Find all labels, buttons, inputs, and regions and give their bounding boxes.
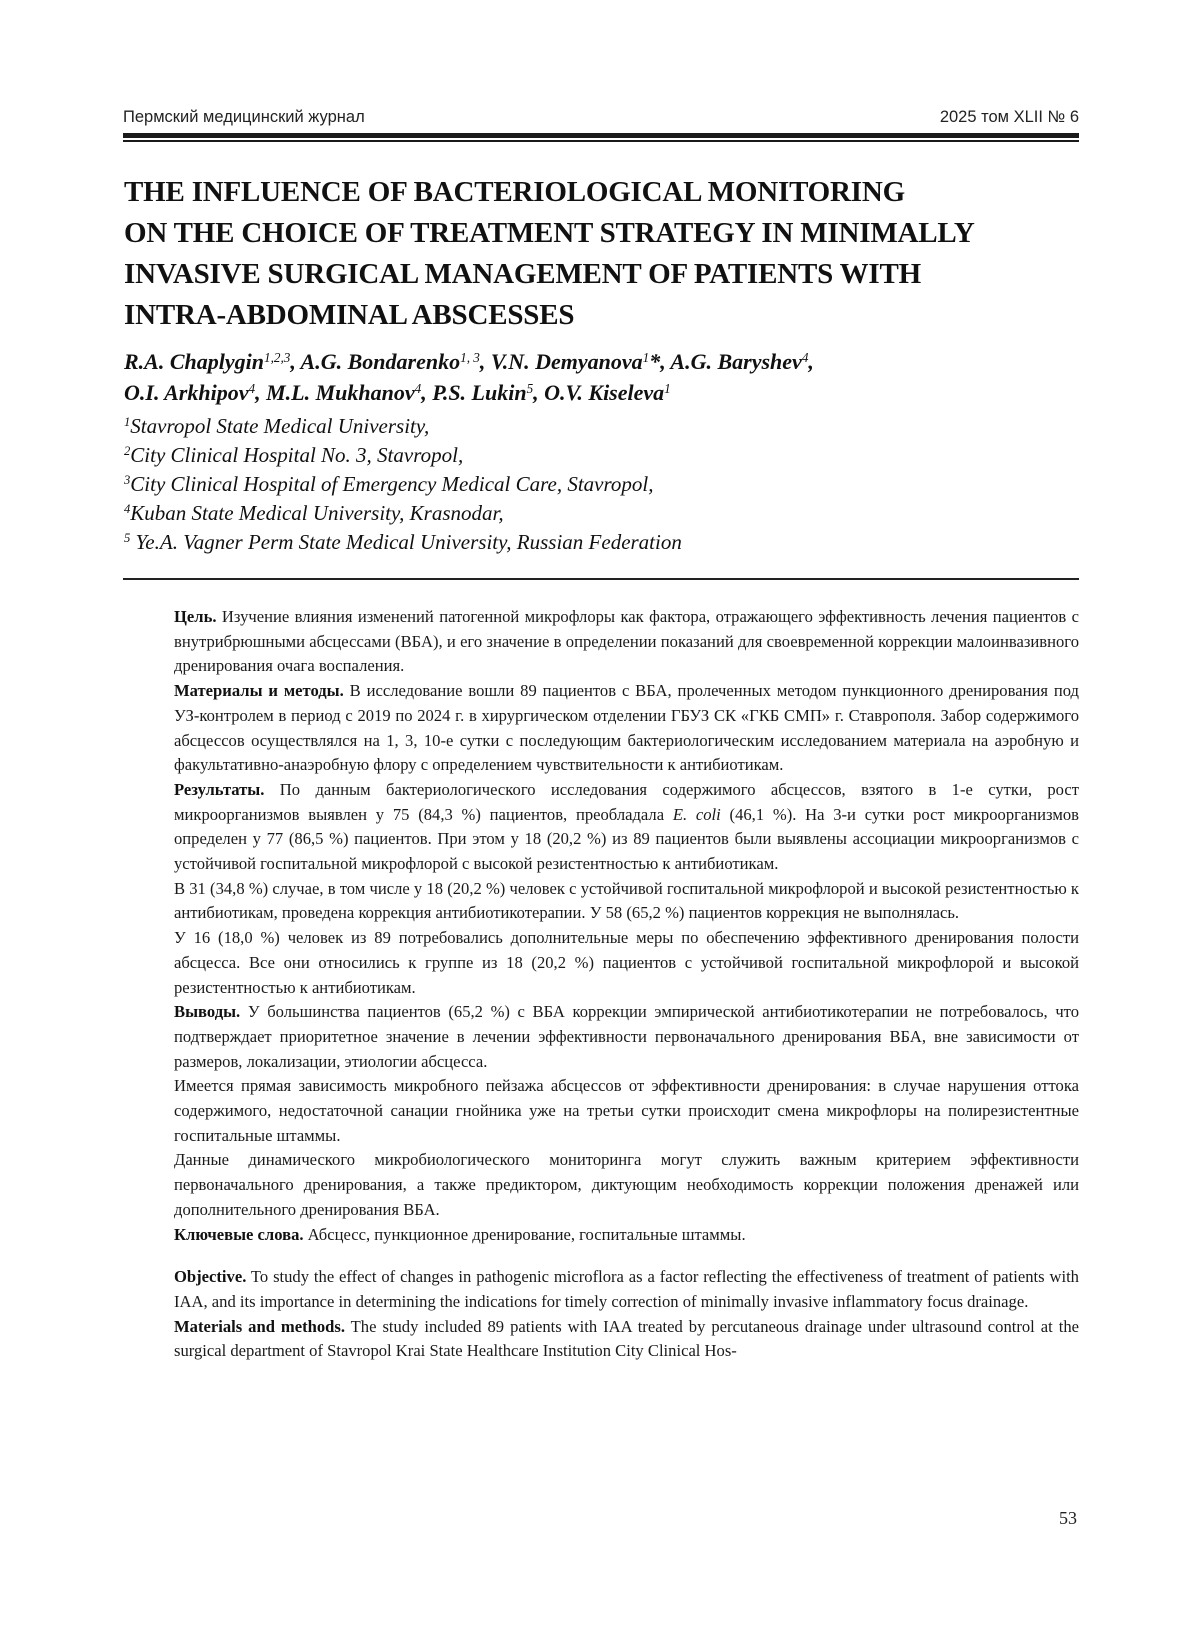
title-line: INTRA-ABDOMINAL ABSCESSES [124,299,575,331]
article-title [124,172,1084,336]
title-line: INVASIVE SURGICAL MANAGEMENT OF PATIENTS WITH [124,258,921,290]
affiliation: $^3$City Clinical Hospital of Emergency Medical Care, Stavropol, [124,472,654,496]
header-rule-thin [123,140,1079,142]
title-line: THE INFLUENCE OF BACTERIOLOGICAL MONITORING [124,176,905,208]
abstract [174,605,1079,1364]
author-name: V.N. Demyanova [490,349,643,374]
abstract-ru-conclusions: Выводы. У большинства пациентов (65,2 %) с ВБА коррекции эмпирической антибиотикотерапии не потребовалось, что подтверждает приоритетное значение в лечении эффективности первоначального дренирования ВБА, вне зависимости от размеров, локализации, этиологии абсцесса. [174,1002,1079,1071]
author-name: A.G. Bondarenko [300,349,461,374]
author-line: R.A. Chaplygin$^{1,2,3}$, A.G. Bondarenko$^{1, 3}$, V.N. Demyanova$^1$*, A.G. Baryshev$^4$, [124,349,814,374]
running-header [123,108,1079,127]
section-divider [123,578,1079,580]
author-line: O.I. Arkhipov$^4$, M.L. Mukhanov$^4$, P.S. Lukin$^5$, O.V. Kiseleva$^1$ [124,380,671,405]
abstract-ru-conclusions-3: Данные динамического микробиологического мониторинга могут служить важным критерием эффективности первоначального дренирования, а также предиктором, диктующим необходимость коррекции положения дренажей или дополнительного дренирования ВБА. [174,1150,1079,1219]
abstract-ru-results: Результаты. По данным бактериологического исследования содержимого абсцессов, взятого в 1-е сутки, рост микроорганизмов выявлен у 75 (84,3 %) пациентов, преобладала E. coli (46,1 %). На 3-и сутки рост микроорганизмов определен у 77 (86,5 %) пациентов. При этом у 18 (20,2 %) из 89 пациентов были выявлены ассоциации микроорганизмов с устойчивой госпитальной микрофлорой с высокой резистентностью к антибиотикам. [174,779,1079,874]
author-name: R.A. Chaplygin [124,349,264,374]
issue-info: 2025 том XLII № 6 [939,108,1079,126]
affiliation: $^2$City Clinical Hospital No. 3, Stavropol, [124,443,464,467]
author-affil-sup: 1 [642,349,650,365]
author-affil-sup: 5 [526,380,534,396]
author-affil-sup: 4 [248,380,256,396]
abstract-ru-methods: Материалы и методы. В исследование вошли 89 пациентов с ВБА, пролеченных методом пункционного дренирования под УЗ-контролем в период с 2019 по 2024 г. в хирургическом отделении ГБУЗ СК «ГКБ СМП» г. Ставрополя. Забор содержимого абсцессов осуществлялся на 1, 3, 10-е сутки с последующим бактериологическим исследованием материала на аэробную и факультативно-анаэробную флору с определением чувствительности к антибиотикам. [174,681,1079,775]
affiliation: $^5$ Ye.A. Vagner Perm State Medical University, Russian Federation [124,530,682,554]
abstract-ru-goal: Цель. Изучение влияния изменений патогенной микрофлоры как фактора, отражающего эффективность лечения пациентов с внутрибрюшными абсцессами (ВБА), и его значение в определении показаний для своевременной коррекции малоинвазивного дренирования очага воспаления. [174,607,1079,676]
author-affil-sup: 4 [414,380,422,396]
affiliation: $^4$Kuban State Medical University, Krasnodar, [124,501,504,525]
author-affil-sup: 1, 3 [460,349,480,365]
author-name: A.G. Baryshev [670,349,802,374]
author-name: P.S. Lukin [432,380,527,405]
abstract-ru-results-2: В 31 (34,8 %) случае, в том числе у 18 (20,2 %) человек с устойчивой госпитальной микрофлорой и высокой резистентностью к антибиотикам, проведена коррекция антибиотикотерапии. У 58 (65,2 %) пациентов коррекция не выполнялась. [174,878,1079,923]
author-name: M.L. Mukhanov [266,380,415,405]
abstract-en-objective: Objective. To study the effect of changes in pathogenic microflora as a factor reflecting the effectiveness of treatment of patients with IAA, and its importance in determining the indications for timely correction of minimally invasive inflammatory focus drainage. [174,1267,1079,1311]
title-line: ON THE CHOICE OF TREATMENT STRATEGY IN MINIMALLY [124,217,975,249]
abstract-ru-results-3: У 16 (18,0 %) человек из 89 потребовались дополнительные меры по обеспечению эффективного дренирования полости абсцесса. Все они относились к группе из 18 (20,2 %) пациентов с устойчивой госпитальной микрофлорой и высокой резистентностью к антибиотикам. [174,928,1079,997]
author-name: O.I. Arkhipov [124,380,249,405]
affiliation-list [124,412,1084,557]
author-affil-sup: 1,2,3 [263,349,291,365]
author-list [124,346,1084,408]
header-rule [123,133,1079,138]
abstract-ru-conclusions-2: Имеется прямая зависимость микробного пейзажа абсцессов от эффективности дренирования: в случае нарушения оттока содержимого, недостаточной санации гнойника уже на третьи сутки происходит смена микрофлоры на полирезистентные госпитальные штаммы. [174,1076,1079,1145]
author-affil-sup: 1 [664,380,671,396]
abstract-en-methods: Materials and methods. The study included 89 patients with IAA treated by percutaneous drainage under ultrasound control at the surgical department of Stavropol Krai State Healthcare Institution City Clinical Hos- [174,1316,1079,1361]
author-affil-sup: 4 [801,349,809,365]
page-number: 53 [1059,1508,1077,1528]
abstract-ru-keywords: Ключевые слова. Абсцесс, пункционное дренирование, госпитальные штаммы. [174,1224,746,1244]
author-name: O.V. Kiseleva [544,380,665,405]
corresponding-mark: * [649,349,661,374]
affiliation: $^1$Stavropol State Medical University, [124,414,430,438]
journal-name: Пермский медицинский журнал [123,108,365,126]
